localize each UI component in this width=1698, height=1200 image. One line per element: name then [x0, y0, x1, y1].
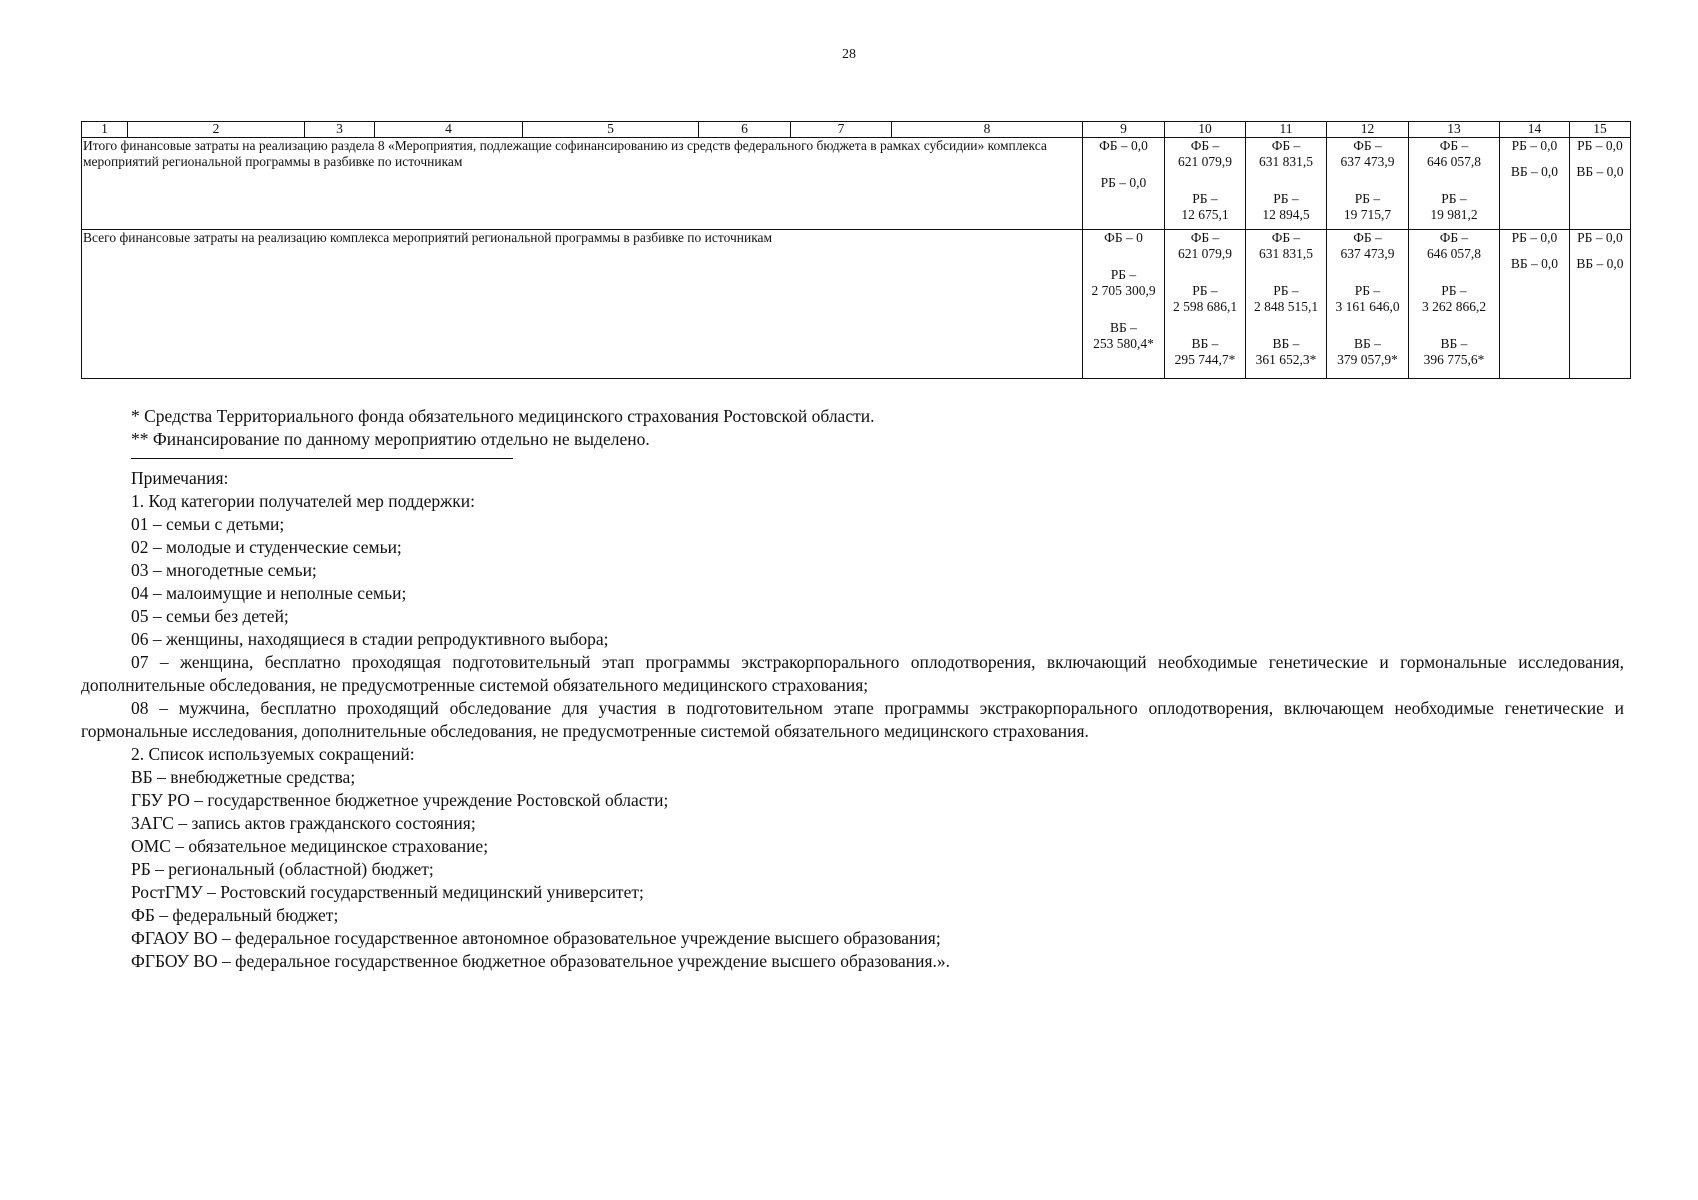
column-number: 8 [892, 122, 1083, 138]
rb-value: 19 981,2 [1430, 207, 1478, 222]
vb-value: 361 652,3* [1255, 352, 1317, 367]
rb-label: РБ – [1110, 267, 1137, 282]
fb-label: ФБ – [1439, 138, 1469, 153]
column-number: 11 [1246, 122, 1327, 138]
column-number: 2 [128, 122, 305, 138]
footnote-divider [131, 458, 513, 459]
category-code: 01 – семьи с детьми; [131, 514, 285, 534]
fb-label: ФБ – 0 [1104, 230, 1143, 245]
column-number: 6 [699, 122, 791, 138]
rb-value: 2 848 515,1 [1253, 299, 1319, 314]
fb-value: 631 831,5 [1259, 246, 1313, 261]
rb-label: РБ – [1354, 283, 1381, 298]
rb-label: РБ – [1273, 283, 1299, 298]
rb-value: 19 715,7 [1343, 207, 1392, 222]
column-number: 12 [1327, 122, 1409, 138]
vb-value: 396 775,6* [1423, 352, 1485, 367]
fb-label: ФБ – [1353, 230, 1382, 245]
abbreviation: ФГАОУ ВО – федеральное государственное автономное образовательное учреждение высшего образования; [131, 928, 941, 948]
column-number: 3 [305, 122, 375, 138]
fb-label: ФБ – [1271, 138, 1301, 153]
value-cell [1165, 230, 1246, 379]
value-cell [1500, 138, 1570, 230]
vb-value: 253 580,4* [1093, 336, 1154, 351]
abbreviation: ФГБОУ ВО – федеральное государственное бюджетное образовательное учреждение высшего образования.». [131, 951, 951, 971]
abbreviation: ФБ – федеральный бюджет; [131, 905, 339, 925]
value-cell [1327, 230, 1409, 379]
vb-label: ВБ – 0,0 [1576, 164, 1624, 179]
abbreviation: РостГМУ – Ростовский государственный медицинский университет; [131, 882, 644, 902]
abbreviation: ГБУ РО – государственное бюджетное учреждение Ростовской области; [131, 790, 669, 810]
value-cell [1246, 230, 1327, 379]
notes-title: Примечания: [131, 468, 229, 488]
rb-value: 12 894,5 [1262, 207, 1310, 222]
notes-item-title: 1. Код категории получателей мер поддержки: [131, 491, 476, 511]
rb-value: 3 161 646,0 [1335, 299, 1400, 314]
vb-label: ВБ – 0,0 [1510, 256, 1559, 271]
row-description: Итого финансовые затраты на реализацию раздела 8 «Мероприятия, подлежащие софинансированию из средств федерального бюджета в рамках субсидии» комплекса мероприятий региональной программы в разбивке по источникам [82, 138, 1083, 230]
vb-label: ВБ – 0,0 [1576, 256, 1624, 271]
category-code: 08 – мужчина, бесплатно проходящий обследование для участия в подготовительном этапе программы экстракорпорального оплодотворения, включающем необходимые генетические и гормональные исследования, дополнительные обследования, не предусмотренные системой обязательного медицинского страхования. [81, 698, 1624, 741]
row-description: Всего финансовые затраты на реализацию комплекса мероприятий региональной программы в разбивке по источникам [82, 230, 1083, 379]
fb-value: 637 473,9 [1340, 154, 1395, 169]
table-header-row [82, 122, 1631, 138]
value-cell [1570, 230, 1631, 379]
rb-label: РБ – 0,0 [1577, 138, 1623, 153]
rb-value: 2 598 686,1 [1172, 299, 1238, 314]
fb-value: 621 079,9 [1178, 154, 1232, 169]
fb-value: 646 057,8 [1427, 154, 1481, 169]
column-number: 10 [1165, 122, 1246, 138]
fb-label: ФБ – [1353, 138, 1382, 153]
column-number: 15 [1570, 122, 1631, 138]
abbreviation: РБ – региональный (областной) бюджет; [131, 859, 434, 879]
fb-value: 621 079,9 [1178, 246, 1232, 261]
column-number: 9 [1083, 122, 1165, 138]
rb-label: РБ – [1273, 191, 1299, 206]
rb-label: РБ – 0,0 [1100, 175, 1147, 190]
column-number: 7 [791, 122, 892, 138]
category-code: 04 – малоимущие и неполные семьи; [131, 583, 407, 603]
column-number: 1 [82, 122, 128, 138]
fb-value: 631 831,5 [1259, 154, 1313, 169]
rb-label: РБ – [1354, 191, 1381, 206]
value-cell [1165, 138, 1246, 230]
rb-label: РБ – [1441, 191, 1467, 206]
rb-label: РБ – 0,0 [1511, 138, 1558, 153]
fb-label: ФБ – [1439, 230, 1469, 245]
footnote: * Средства Территориального фонда обязательного медицинского страхования Ростовской области. [131, 406, 875, 426]
vb-label: ВБ – [1354, 336, 1381, 351]
abbreviation: ОМС – обязательное медицинское страхование; [131, 836, 489, 856]
fb-label: ФБ – 0,0 [1099, 138, 1148, 153]
value-cell [1409, 230, 1500, 379]
value-cell [1327, 138, 1409, 230]
value-cell [1246, 138, 1327, 230]
vb-label: ВБ – [1272, 336, 1300, 351]
table-row-section8-total [82, 138, 1631, 230]
column-number: 14 [1500, 122, 1570, 138]
table-row-grand-total [82, 230, 1631, 379]
financing-table [81, 121, 1631, 379]
notes-item-title: 2. Список используемых сокращений: [131, 744, 415, 764]
category-code: 07 – женщина, бесплатно проходящая подготовительный этап программы экстракорпорального оплодотворения, включающий необходимые генетические и гормональные исследования, дополнительные обследования, не предусмотренные системой обязательного медицинского страхования; [81, 652, 1624, 695]
category-code: 03 – многодетные семьи; [131, 560, 317, 580]
value-cell [1083, 138, 1165, 230]
value-cell [1570, 138, 1631, 230]
category-code: 05 – семьи без детей; [131, 606, 289, 626]
rb-value: 2 705 300,9 [1091, 283, 1156, 298]
rb-label: РБ – [1441, 283, 1467, 298]
value-cell [1083, 230, 1165, 379]
category-code: 06 – женщины, находящиеся в стадии репродуктивного выбора; [131, 629, 609, 649]
abbreviation: ЗАГС – запись актов гражданского состояния; [131, 813, 476, 833]
category-code: 02 – молодые и студенческие семьи; [131, 537, 402, 557]
rb-value: 12 675,1 [1181, 207, 1229, 222]
rb-label: РБ – 0,0 [1511, 230, 1558, 245]
fb-label: ФБ – [1190, 138, 1220, 153]
vb-label: ВБ – [1440, 336, 1468, 351]
column-number: 5 [523, 122, 699, 138]
fb-value: 646 057,8 [1427, 246, 1481, 261]
rb-value: 3 262 866,2 [1421, 299, 1487, 314]
rb-label: РБ – [1192, 191, 1218, 206]
fb-label: ФБ – [1190, 230, 1220, 245]
notes-section [81, 405, 1624, 973]
fb-value: 637 473,9 [1340, 246, 1395, 261]
fb-label: ФБ – [1271, 230, 1301, 245]
column-number: 13 [1409, 122, 1500, 138]
vb-label: ВБ – [1110, 320, 1137, 335]
vb-value: 295 744,7* [1174, 352, 1236, 367]
vb-value: 379 057,9* [1337, 352, 1398, 367]
column-number: 4 [375, 122, 523, 138]
rb-label: РБ – 0,0 [1577, 230, 1623, 245]
vb-label: ВБ – 0,0 [1510, 164, 1559, 179]
abbreviation: ВБ – внебюджетные средства; [131, 767, 356, 787]
rb-label: РБ – [1192, 283, 1218, 298]
page-number: 28 [842, 47, 856, 62]
vb-label: ВБ – [1191, 336, 1219, 351]
value-cell [1500, 230, 1570, 379]
value-cell [1409, 138, 1500, 230]
footnote: ** Финансирование по данному мероприятию отдельно не выделено. [131, 429, 650, 449]
